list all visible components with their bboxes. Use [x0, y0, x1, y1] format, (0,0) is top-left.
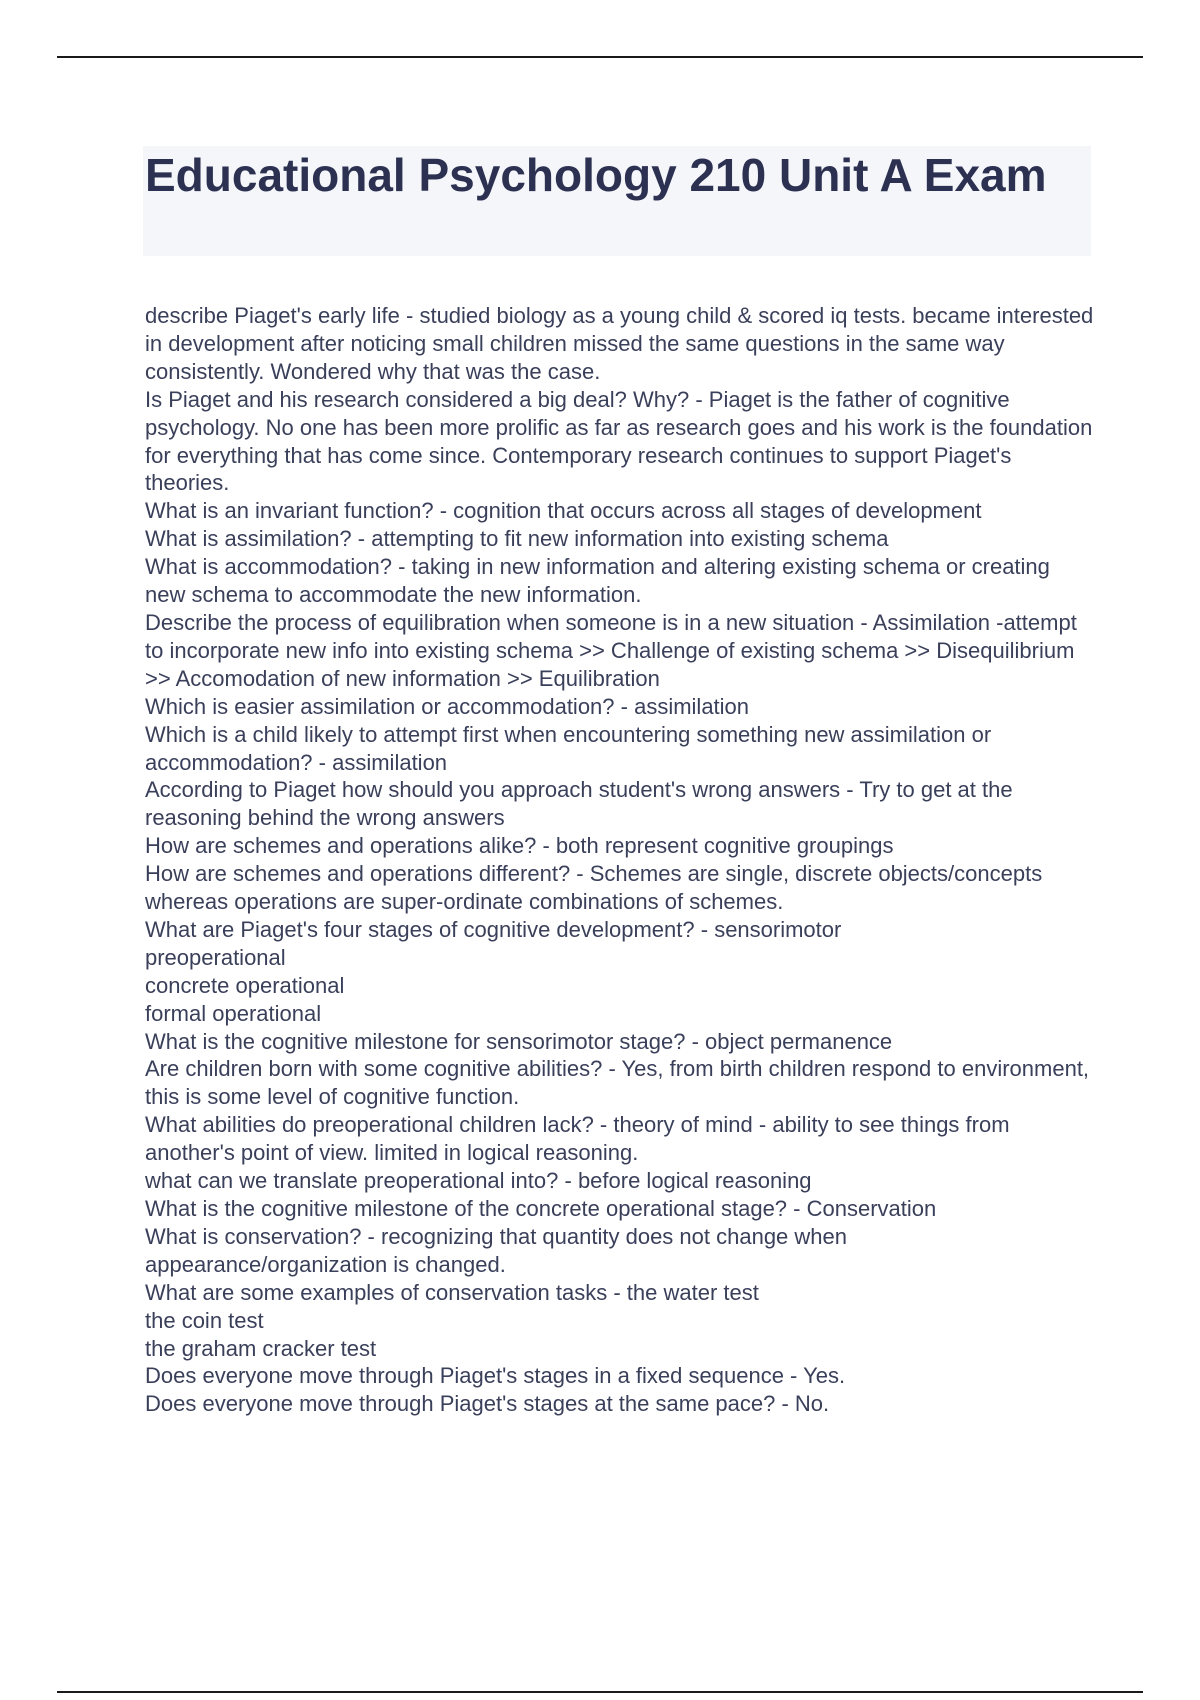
answer-text: cognition that occurs across all stages of development	[453, 498, 982, 524]
answer-text: Conservation	[806, 1196, 937, 1221]
qa-separator: -	[558, 1168, 578, 1194]
qa-separator: -	[433, 498, 454, 524]
question-text: Which is a child likely to attempt first when encountering something new assimilation or accommodation?	[145, 721, 992, 775]
bottom-rule	[57, 1691, 1143, 1693]
question-text: What is assimilation?	[145, 526, 352, 552]
qa-item	[145, 916, 1095, 1028]
qa-item	[145, 1055, 1095, 1111]
qa-separator: -	[602, 1056, 622, 1082]
qa-separator: -	[840, 777, 860, 803]
qa-item	[145, 553, 1095, 609]
answer-text: Piaget is the father of cognitive psychology. No one has been more prolific as far as research goes and his work is the foundation for everything that has come since. Contemporary research continues to support Piaget's theories.	[145, 386, 1093, 496]
question-text: How are schemes and operations different?	[145, 861, 571, 887]
qa-item	[145, 1195, 1095, 1223]
question-text: How are schemes and operations alike?	[145, 833, 537, 859]
qa-item	[145, 1362, 1095, 1390]
question-text: Is Piaget and his research considered a big deal? Why?	[145, 386, 690, 412]
answer-text: recognizing that quantity does not change when appearance/organization is changed.	[145, 1223, 847, 1277]
question-text: Does everyone move through Piaget's stages in a fixed sequence	[145, 1363, 784, 1389]
answer-text: No.	[794, 1391, 830, 1417]
qa-separator: -	[614, 693, 635, 719]
answer-text: taking in new information and altering existing schema or creating new schema to accommodate the new information.	[145, 554, 1050, 608]
question-text: describe Piaget's early life	[145, 303, 400, 328]
qa-separator: -	[694, 916, 715, 942]
qa-separator: -	[361, 1223, 381, 1249]
qa-separator: -	[312, 749, 333, 775]
answer-text: Assimilation -attempt to incorporate new info into existing schema >> Challenge of existing schema >> Disequilibrium >> Accomodation of new information >> Equilibration	[145, 609, 1077, 691]
qa-item	[145, 693, 1095, 721]
question-text: What are Piaget's four stages of cognitive development?	[145, 916, 695, 942]
answer-text: the water test the coin test the graham cracker test	[145, 1279, 759, 1361]
answer-text: attempting to fit new information into existing schema	[371, 526, 889, 552]
qa-item	[145, 832, 1095, 860]
answer-text: Try to get at the reasoning behind the wrong answers	[145, 777, 1013, 831]
answer-text: assimilation	[634, 693, 750, 719]
answer-text: assimilation	[332, 749, 448, 775]
qa-separator: -	[399, 303, 420, 328]
qa-item	[145, 525, 1095, 553]
answer-text: Yes.	[803, 1363, 846, 1389]
qa-separator: -	[570, 861, 590, 887]
answer-text: theory of mind - ability to see things from another's point of view. limited in logical reasoning.	[145, 1112, 1010, 1166]
answer-text: sensorimotor preoperational concrete operational formal operational	[145, 916, 842, 1026]
question-text: Which is easier assimilation or accommodation?	[145, 693, 615, 719]
qa-item	[145, 721, 1095, 777]
title-banner	[143, 146, 1091, 256]
qa-separator: -	[351, 526, 372, 552]
qa-separator: -	[854, 609, 873, 635]
qa-item	[145, 497, 1095, 525]
answer-text: Schemes are single, discrete objects/concepts whereas operations are super-ordinate combinations of schemes.	[145, 861, 1043, 915]
question-text: According to Piaget how should you approach student's wrong answers	[145, 777, 841, 803]
question-text: Does everyone move through Piaget's stages at the same pace?	[145, 1391, 776, 1417]
question-text: What is an invariant function?	[145, 498, 434, 524]
qa-item	[145, 1279, 1095, 1363]
answer-text: before logical reasoning	[577, 1168, 812, 1194]
question-text: What is accommodation?	[145, 554, 392, 580]
qa-separator: -	[775, 1391, 795, 1417]
qa-separator: -	[685, 1028, 706, 1054]
qa-item	[145, 386, 1095, 498]
answer-text: Yes, from birth children respond to environment, this is some level of cognitive function.	[145, 1056, 1090, 1110]
qa-separator: -	[787, 1196, 807, 1221]
qa-item	[145, 1111, 1095, 1167]
question-text: Are children born with some cognitive abilities?	[145, 1056, 603, 1082]
qa-separator: -	[607, 1279, 627, 1305]
qa-item	[145, 1223, 1095, 1279]
qa-item	[145, 776, 1095, 832]
qa-item	[145, 1167, 1095, 1195]
qa-separator: -	[783, 1363, 804, 1389]
qa-item	[145, 302, 1095, 386]
qa-item	[145, 609, 1095, 693]
question-text: What is conservation?	[145, 1223, 362, 1249]
qa-separator: -	[593, 1112, 614, 1138]
qa-list	[145, 302, 1095, 1418]
qa-item	[145, 1028, 1095, 1056]
question-text: What are some examples of conservation tasks	[145, 1279, 608, 1305]
question-text: What abilities do preoperational children lack?	[145, 1112, 594, 1138]
qa-separator: -	[392, 554, 412, 580]
question-text: Describe the process of equilibration when someone is in a new situation	[145, 609, 855, 635]
qa-separator: -	[536, 833, 556, 859]
page-title: Educational Psychology 210 Unit A Exam	[145, 149, 1047, 201]
answer-text: both represent cognitive groupings	[555, 833, 894, 859]
question-text: What is the cognitive milestone for sensorimotor stage?	[145, 1028, 686, 1054]
qa-item	[145, 1390, 1095, 1418]
question-text: What is the cognitive milestone of the concrete operational stage?	[145, 1196, 788, 1221]
qa-separator: -	[689, 386, 709, 412]
question-text: what can we translate preoperational into?	[145, 1168, 559, 1194]
top-rule	[57, 56, 1143, 58]
qa-item	[145, 860, 1095, 916]
answer-text: object permanence	[705, 1028, 893, 1054]
answer-text: studied biology as a young child & scored iq tests. became interested in development after noticing small children missed the same questions in the same way consistently. Wondered why that was the case.	[145, 303, 1094, 384]
